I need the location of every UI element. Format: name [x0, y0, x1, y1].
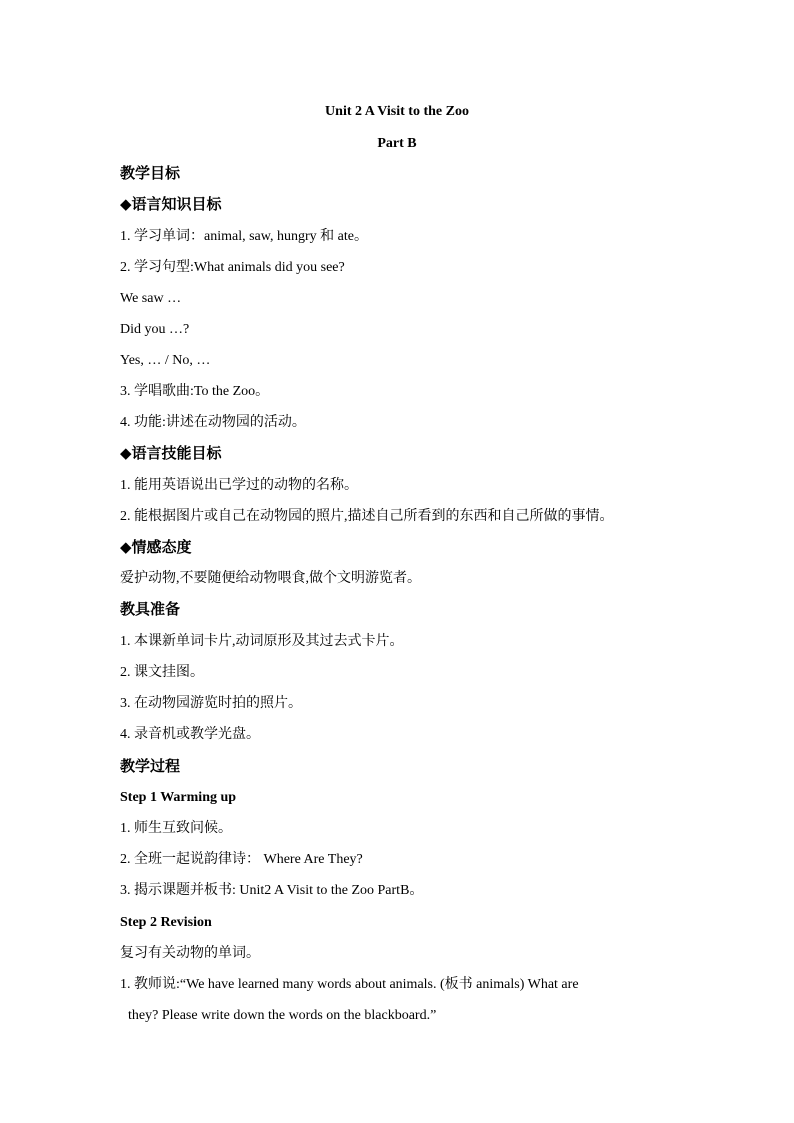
skills-item: 1. 能用英语说出已学过的动物的名称。: [120, 478, 358, 493]
step2-item-line2: they? Please write down the words on the blackboard.”: [128, 1008, 437, 1023]
heading-skills: ◆语言技能目标: [120, 446, 222, 462]
knowledge-item: 4. 功能:讲述在动物园的活动。: [120, 415, 306, 430]
step1-item: 2. 全班一起说韵律诗： Where Are They?: [120, 852, 363, 867]
tools-item: 4. 录音机或教学光盘。: [120, 727, 260, 742]
skills-item: 2. 能根据图片或自己在动物园的照片,描述自己所看到的东西和自己所做的事情。: [120, 509, 614, 524]
document-subtitle: Part B: [377, 136, 417, 151]
knowledge-item: 2. 学习句型:What animals did you see?: [120, 260, 345, 275]
knowledge-item: We saw …: [120, 291, 182, 306]
heading-objectives: 教学目标: [120, 166, 181, 182]
heading-process: 教学过程: [120, 759, 181, 775]
tools-item: 2. 课文挂图。: [120, 665, 204, 680]
knowledge-item: 3. 学唱歌曲:To the Zoo。: [120, 384, 270, 399]
step2-intro: 复习有关动物的单词。: [120, 946, 260, 961]
document-title: Unit 2 A Visit to the Zoo: [325, 104, 469, 119]
step2-item-line1: 1. 教师说:“We have learned many words about animals. (板书 animals) What are: [120, 977, 579, 992]
step1-heading: Step 1 Warming up: [120, 790, 237, 805]
attitude-text: 爱护动物,不要随便给动物喂食,做个文明游览者。: [120, 571, 421, 586]
step2-heading: Step 2 Revision: [120, 915, 212, 930]
tools-item: 1. 本课新单词卡片,动词原形及其过去式卡片。: [120, 634, 404, 649]
step1-item: 3. 揭示课题并板书: Unit2 A Visit to the Zoo PartB。: [120, 883, 424, 898]
step1-item: 1. 师生互致问候。: [120, 821, 232, 836]
heading-attitude: ◆情感态度: [120, 540, 192, 556]
knowledge-item: Yes, … / No, …: [120, 353, 211, 368]
knowledge-item: 1. 学习单词：animal, saw, hungry 和 ate。: [120, 229, 368, 244]
tools-item: 3. 在动物园游览时拍的照片。: [120, 696, 302, 711]
heading-tools: 教具准备: [120, 602, 181, 618]
knowledge-item: Did you …?: [120, 322, 190, 337]
heading-knowledge: ◆语言知识目标: [120, 197, 222, 213]
